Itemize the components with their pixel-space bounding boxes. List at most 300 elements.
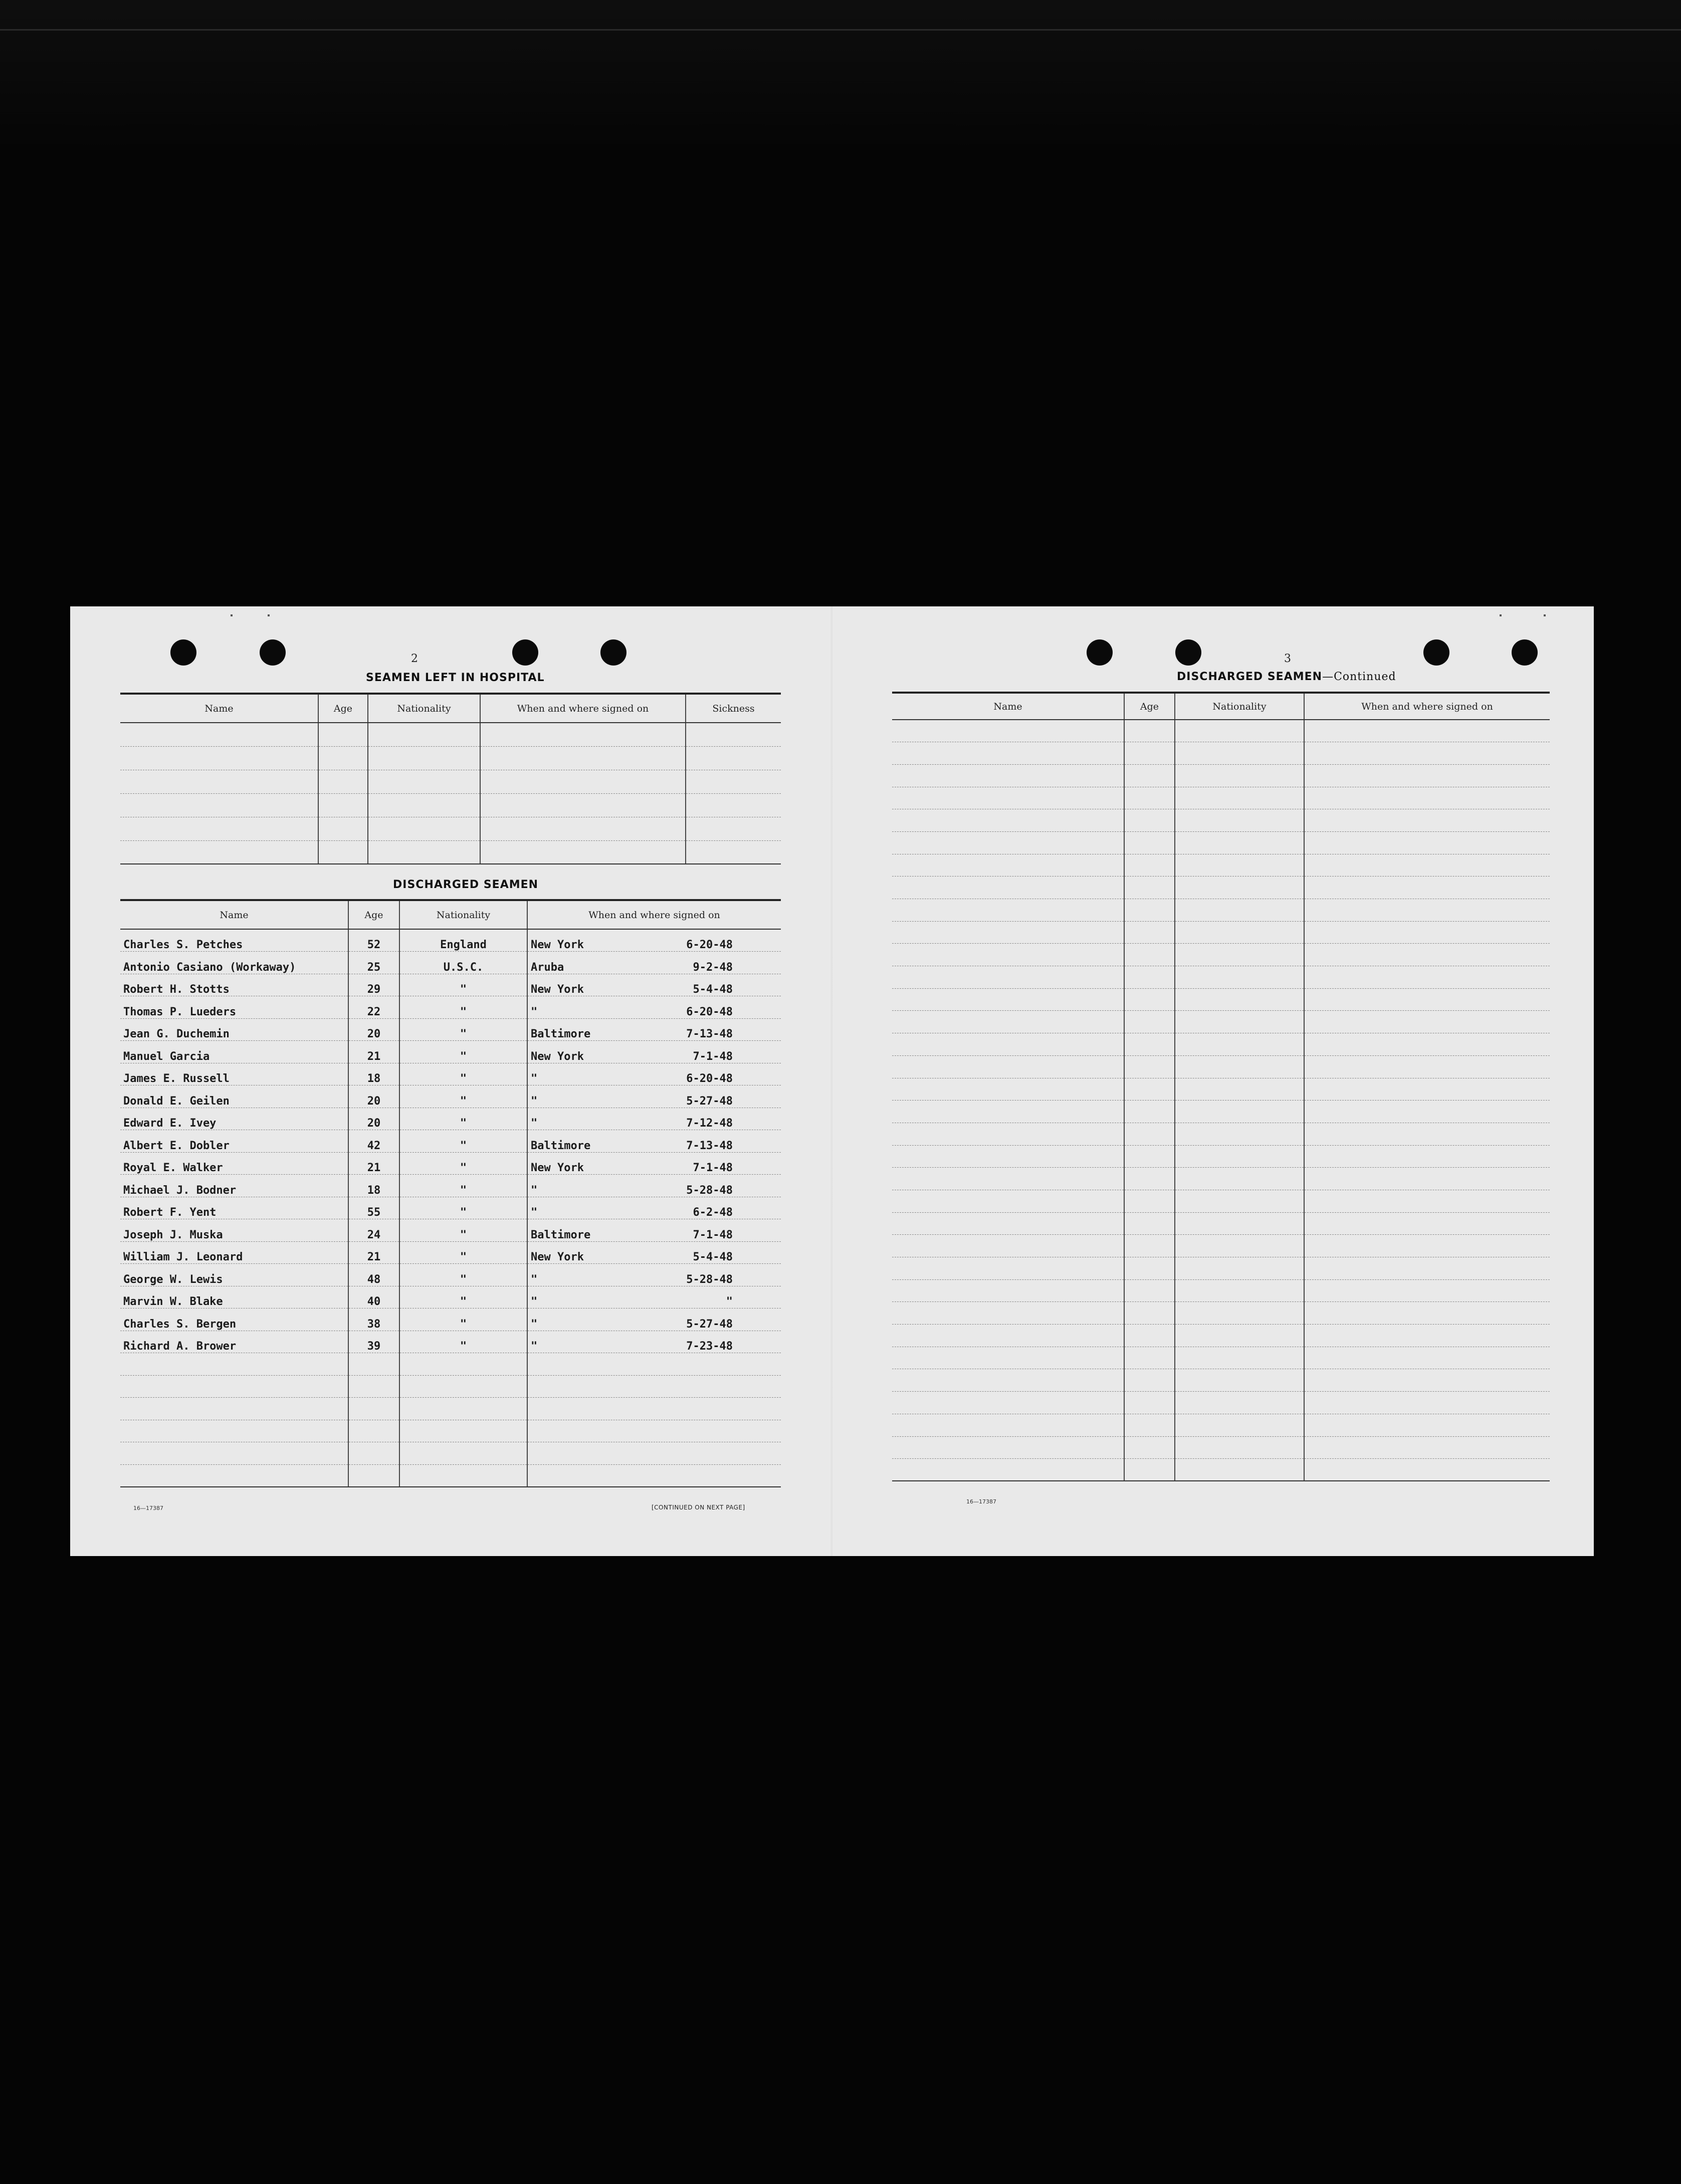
table-cell	[1175, 1279, 1304, 1302]
table-cell	[1304, 966, 1550, 989]
signed-on-cell	[527, 1041, 781, 1063]
table-row	[892, 742, 1550, 765]
punch-hole	[512, 639, 538, 666]
signed-on-wrapper	[531, 1006, 778, 1018]
signed-on-cell	[527, 1063, 781, 1085]
signed-on-date: 6-20-48	[686, 1072, 733, 1085]
seaman-nationality: "	[399, 1197, 527, 1219]
table-cell	[1175, 1055, 1304, 1078]
table-cell	[120, 840, 318, 864]
signed-on-wrapper	[531, 1140, 778, 1152]
table-cell	[892, 787, 1124, 809]
table-cell	[1124, 1369, 1175, 1392]
table-cell	[1175, 1123, 1304, 1145]
signed-on-wrapper	[531, 1162, 778, 1174]
table-cell	[480, 723, 686, 746]
table-cell	[1124, 944, 1175, 966]
table-cell	[892, 1033, 1124, 1056]
seaman-age	[348, 1442, 399, 1465]
signed-on-date: 7-1-48	[693, 1228, 733, 1241]
seaman-name	[120, 1464, 348, 1487]
column-header: Name	[120, 694, 318, 723]
seaman-age: 29	[348, 974, 399, 996]
table-cell	[480, 746, 686, 770]
table-cell	[1124, 1392, 1175, 1414]
table-cell	[1304, 831, 1550, 854]
signed-on-wrapper	[531, 1206, 778, 1219]
table-cell	[1304, 988, 1550, 1011]
seaman-name: Royal E. Walker	[120, 1152, 348, 1175]
table-cell	[892, 1235, 1124, 1257]
signed-on-cell	[527, 1130, 781, 1153]
table-cell	[368, 770, 480, 793]
table-cell	[1124, 1257, 1175, 1280]
table-cell	[1304, 1302, 1550, 1325]
seaman-name	[120, 1442, 348, 1465]
punch-hole	[1512, 639, 1538, 666]
table-cell	[892, 831, 1124, 854]
signed-on-place: New York	[531, 1251, 584, 1263]
seaman-nationality: "	[399, 1041, 527, 1063]
table-cell	[1304, 877, 1550, 899]
column-header: When and where signed on	[527, 900, 781, 929]
table-cell	[1175, 787, 1304, 809]
table-cell	[1124, 764, 1175, 787]
table-cell	[892, 742, 1124, 765]
seaman-nationality: "	[399, 1063, 527, 1085]
table-cell	[686, 793, 781, 817]
seaman-nationality: "	[399, 1264, 527, 1286]
table-cell	[318, 723, 368, 746]
table-cell	[1124, 1168, 1175, 1190]
signed-on-place: "	[531, 1273, 538, 1286]
seaman-name: Jean G. Duchemin	[120, 1018, 348, 1041]
seaman-nationality: "	[399, 1152, 527, 1175]
signed-on-wrapper	[531, 1028, 778, 1040]
table-cell	[1124, 1011, 1175, 1033]
table-cell	[1304, 1257, 1550, 1280]
signed-on-date: 5-28-48	[686, 1273, 733, 1286]
seaman-nationality	[399, 1375, 527, 1398]
signed-on-cell	[527, 1085, 781, 1108]
signed-on-date: "	[726, 1295, 733, 1308]
seaman-age: 38	[348, 1308, 399, 1331]
left-page	[70, 606, 832, 1556]
signed-on-wrapper	[531, 1095, 778, 1108]
seaman-nationality	[399, 1420, 527, 1442]
scan-background-shade	[0, 0, 1681, 150]
seaman-nationality: "	[399, 1175, 527, 1197]
seaman-nationality: "	[399, 1108, 527, 1130]
signed-on-date: 7-23-48	[686, 1340, 733, 1353]
seaman-name: Richard A. Brower	[120, 1331, 348, 1353]
table-row	[892, 1279, 1550, 1302]
table-cell	[892, 1145, 1124, 1168]
seaman-nationality	[399, 1464, 527, 1487]
table-row	[120, 1420, 781, 1442]
table-cell	[1175, 1414, 1304, 1436]
table-cell	[892, 1212, 1124, 1235]
seaman-age: 40	[348, 1286, 399, 1308]
column-header: Name	[892, 693, 1124, 720]
signed-on-place: "	[531, 1072, 538, 1085]
table-row	[892, 877, 1550, 899]
seaman-nationality: "	[399, 1331, 527, 1353]
table-row	[120, 1308, 781, 1331]
signed-on-date: 7-12-48	[686, 1117, 733, 1130]
table-cell	[1175, 831, 1304, 854]
table-cell	[120, 817, 318, 840]
discharged-table	[120, 899, 781, 1487]
seaman-name: Albert E. Dobler	[120, 1130, 348, 1153]
table-row	[120, 1286, 781, 1308]
table-row	[120, 1464, 781, 1487]
signed-on-cell	[527, 1175, 781, 1197]
table-cell	[1124, 1033, 1175, 1056]
table-row	[120, 1041, 781, 1063]
table-cell	[318, 793, 368, 817]
table-row	[120, 723, 781, 746]
signed-on-date: 7-1-48	[693, 1162, 733, 1174]
signed-on-cell	[527, 1331, 781, 1353]
table-cell	[368, 723, 480, 746]
table-cell	[1124, 720, 1175, 742]
table-row	[120, 1219, 781, 1242]
table-cell	[1175, 1078, 1304, 1101]
seaman-name: Michael J. Bodner	[120, 1175, 348, 1197]
table-cell	[892, 1279, 1124, 1302]
table-cell	[1304, 921, 1550, 944]
seaman-age	[348, 1375, 399, 1398]
form-code: 16—17387	[133, 1505, 163, 1511]
seaman-name: Joseph J. Muska	[120, 1219, 348, 1242]
signed-on-date: 6-20-48	[686, 939, 733, 951]
table-cell	[1124, 1235, 1175, 1257]
table-cell	[892, 1055, 1124, 1078]
signed-on-wrapper	[531, 1117, 778, 1130]
form-code: 16—17387	[966, 1498, 996, 1505]
table-cell	[1304, 1145, 1550, 1168]
seaman-name: Edward E. Ivey	[120, 1108, 348, 1130]
table-row	[120, 1241, 781, 1264]
page-number: 2	[411, 652, 418, 665]
table-cell	[1304, 809, 1550, 832]
table-cell	[1304, 1212, 1550, 1235]
discharged-section-title: DISCHARGED SEAMEN	[393, 879, 539, 891]
signed-on-cell	[527, 1398, 781, 1420]
table-cell	[892, 966, 1124, 989]
table-cell	[1175, 764, 1304, 787]
table-row	[892, 1414, 1550, 1436]
title-text: DISCHARGED SEAMEN	[1177, 671, 1323, 683]
right-page	[832, 606, 1594, 1556]
table-row	[892, 1078, 1550, 1101]
table-cell	[1124, 988, 1175, 1011]
table-row	[120, 1264, 781, 1286]
seaman-age: 52	[348, 929, 399, 952]
table-cell	[1175, 1436, 1304, 1459]
table-cell	[1304, 1078, 1550, 1101]
table-cell	[892, 899, 1124, 922]
hospital-table	[120, 693, 781, 864]
table-cell	[1175, 1033, 1304, 1056]
seaman-nationality: "	[399, 1085, 527, 1108]
table-row	[120, 1175, 781, 1197]
table-row	[892, 1168, 1550, 1190]
column-header: Nationality	[399, 900, 527, 929]
table-row	[892, 831, 1550, 854]
table-cell	[1124, 787, 1175, 809]
seaman-name: Charles S. Petches	[120, 929, 348, 952]
signed-on-date: 6-2-48	[693, 1206, 733, 1219]
table-row	[120, 929, 781, 952]
table-row	[120, 1442, 781, 1465]
table-cell	[892, 720, 1124, 742]
seaman-name: Manuel Garcia	[120, 1041, 348, 1063]
table-cell	[1304, 1436, 1550, 1459]
punch-hole	[170, 639, 196, 666]
table-cell	[1124, 966, 1175, 989]
table-cell	[892, 988, 1124, 1011]
table-row	[892, 764, 1550, 787]
table-cell	[892, 764, 1124, 787]
seaman-name	[120, 1420, 348, 1442]
table-row	[120, 840, 781, 864]
column-header: When and where signed on	[1304, 693, 1550, 720]
table-row	[892, 899, 1550, 922]
seaman-age: 18	[348, 1063, 399, 1085]
seaman-nationality: U.S.C.	[399, 952, 527, 974]
seaman-age	[348, 1420, 399, 1442]
table-cell	[892, 1436, 1124, 1459]
signed-on-place: "	[531, 1117, 538, 1130]
table-cell	[1304, 1392, 1550, 1414]
table-cell	[1304, 944, 1550, 966]
signed-on-place: "	[531, 1184, 538, 1197]
table-row	[892, 1123, 1550, 1145]
table-cell	[1175, 1347, 1304, 1369]
table-cell	[892, 854, 1124, 877]
signed-on-wrapper	[531, 1229, 778, 1241]
seaman-nationality	[399, 1442, 527, 1465]
table-cell	[892, 1369, 1124, 1392]
table-cell	[480, 770, 686, 793]
seaman-age: 42	[348, 1130, 399, 1153]
seaman-age: 20	[348, 1085, 399, 1108]
table-cell	[1304, 720, 1550, 742]
table-cell	[892, 1011, 1124, 1033]
table-cell	[1175, 1212, 1304, 1235]
seaman-name: George W. Lewis	[120, 1264, 348, 1286]
seaman-name: Thomas P. Lueders	[120, 996, 348, 1019]
seaman-name	[120, 1353, 348, 1376]
signed-on-date: 6-20-48	[686, 1005, 733, 1018]
table-cell	[368, 793, 480, 817]
table-cell	[1124, 1055, 1175, 1078]
column-header: Sickness	[686, 694, 781, 723]
seaman-age: 18	[348, 1175, 399, 1197]
table-cell	[1175, 1369, 1304, 1392]
page-number: 3	[1284, 652, 1291, 665]
table-cell	[1304, 1190, 1550, 1212]
signed-on-place: "	[531, 1318, 538, 1331]
seaman-age: 48	[348, 1264, 399, 1286]
column-header: Age	[318, 694, 368, 723]
signed-on-cell	[527, 952, 781, 974]
table-cell	[120, 746, 318, 770]
table-row	[892, 720, 1550, 742]
table-cell	[1304, 1279, 1550, 1302]
seaman-name: Antonio Casiano (Workaway)	[120, 952, 348, 974]
discharged-continued-table	[892, 692, 1550, 1481]
table-cell	[1304, 787, 1550, 809]
table-cell	[1175, 1459, 1304, 1481]
table-cell	[318, 840, 368, 864]
table-cell	[1124, 1101, 1175, 1123]
table-cell	[1304, 899, 1550, 922]
seaman-age: 21	[348, 1041, 399, 1063]
table-row	[892, 966, 1550, 989]
table-cell	[892, 1392, 1124, 1414]
table-cell	[1124, 1414, 1175, 1436]
signed-on-cell	[527, 1108, 781, 1130]
signed-on-date: 9-2-48	[693, 961, 733, 974]
seaman-age: 25	[348, 952, 399, 974]
signed-on-cell	[527, 1464, 781, 1487]
table-cell	[1304, 1347, 1550, 1369]
table-row	[892, 921, 1550, 944]
table-row	[892, 787, 1550, 809]
seaman-nationality: "	[399, 1241, 527, 1264]
table-cell	[892, 1101, 1124, 1123]
table-cell	[686, 770, 781, 793]
signed-on-place: New York	[531, 983, 584, 996]
table-cell	[1124, 1212, 1175, 1235]
table-cell	[892, 1190, 1124, 1212]
table-cell	[120, 793, 318, 817]
table-cell	[1124, 854, 1175, 877]
seaman-age	[348, 1464, 399, 1487]
seaman-age	[348, 1398, 399, 1420]
table-cell	[1304, 1168, 1550, 1190]
table-row	[892, 1459, 1550, 1481]
table-cell	[892, 1459, 1124, 1481]
table-cell	[892, 1257, 1124, 1280]
table-cell	[1124, 809, 1175, 832]
column-header: Age	[348, 900, 399, 929]
table-row	[892, 1011, 1550, 1033]
table-cell	[1175, 921, 1304, 944]
table-cell	[1304, 1459, 1550, 1481]
table-row	[892, 1033, 1550, 1056]
table-cell	[120, 723, 318, 746]
signed-on-cell	[527, 929, 781, 952]
seaman-name: William J. Leonard	[120, 1241, 348, 1264]
column-header: Nationality	[368, 694, 480, 723]
table-cell	[1304, 1033, 1550, 1056]
column-header: Nationality	[1175, 693, 1304, 720]
signed-on-cell	[527, 1308, 781, 1331]
signed-on-place: Baltimore	[531, 1028, 591, 1040]
seaman-age	[348, 1353, 399, 1376]
scan-speck	[231, 614, 233, 616]
table-cell	[318, 746, 368, 770]
seaman-name: James E. Russell	[120, 1063, 348, 1085]
signed-on-date: 5-27-48	[686, 1095, 733, 1108]
signed-on-cell	[527, 1353, 781, 1376]
table-cell	[892, 1078, 1124, 1101]
signed-on-date: 5-4-48	[693, 1251, 733, 1263]
seaman-nationality	[399, 1398, 527, 1420]
table-cell	[686, 723, 781, 746]
table-cell	[1175, 720, 1304, 742]
signed-on-cell	[527, 996, 781, 1019]
table-row	[120, 952, 781, 974]
table-row	[892, 988, 1550, 1011]
signed-on-cell	[527, 1241, 781, 1264]
scan-edge-line	[0, 29, 1681, 31]
table-cell	[368, 840, 480, 864]
table-row	[120, 1197, 781, 1219]
scan-speck	[1500, 614, 1502, 616]
title-suffix: —Continued	[1322, 671, 1396, 683]
table-cell	[480, 840, 686, 864]
signed-on-date: 7-1-48	[693, 1050, 733, 1063]
table-cell	[1124, 899, 1175, 922]
table-row	[120, 1085, 781, 1108]
table-row	[120, 793, 781, 817]
table-cell	[1175, 944, 1304, 966]
table-row	[120, 770, 781, 793]
table-cell	[318, 770, 368, 793]
signed-on-wrapper	[531, 1340, 778, 1353]
signed-on-place: Aruba	[531, 961, 564, 974]
table-cell	[892, 1123, 1124, 1145]
signed-on-wrapper	[531, 1251, 778, 1263]
table-cell	[368, 746, 480, 770]
table-row	[120, 974, 781, 996]
table-cell	[1175, 1101, 1304, 1123]
punch-hole	[1175, 639, 1201, 666]
table-row	[892, 1369, 1550, 1392]
table-cell	[1304, 1325, 1550, 1347]
table-cell	[1124, 742, 1175, 765]
table-cell	[1124, 1145, 1175, 1168]
table-row	[120, 996, 781, 1019]
punch-hole	[1087, 639, 1113, 666]
table-row	[892, 1101, 1550, 1123]
table-cell	[1124, 1459, 1175, 1481]
punch-hole	[260, 639, 286, 666]
seaman-name: Donald E. Geilen	[120, 1085, 348, 1108]
signed-on-cell	[527, 1420, 781, 1442]
table-cell	[1175, 1257, 1304, 1280]
table-cell	[892, 1414, 1124, 1436]
seaman-nationality	[399, 1353, 527, 1376]
seaman-age: 20	[348, 1108, 399, 1130]
signed-on-cell	[527, 1442, 781, 1465]
signed-on-place: "	[531, 1095, 538, 1108]
seaman-nationality: "	[399, 1286, 527, 1308]
signed-on-wrapper	[531, 1050, 778, 1063]
table-cell	[1175, 1145, 1304, 1168]
table-row	[120, 1018, 781, 1041]
table-cell	[1304, 854, 1550, 877]
seaman-age: 55	[348, 1197, 399, 1219]
signed-on-cell	[527, 1375, 781, 1398]
table-cell	[120, 770, 318, 793]
table-cell	[1304, 742, 1550, 765]
